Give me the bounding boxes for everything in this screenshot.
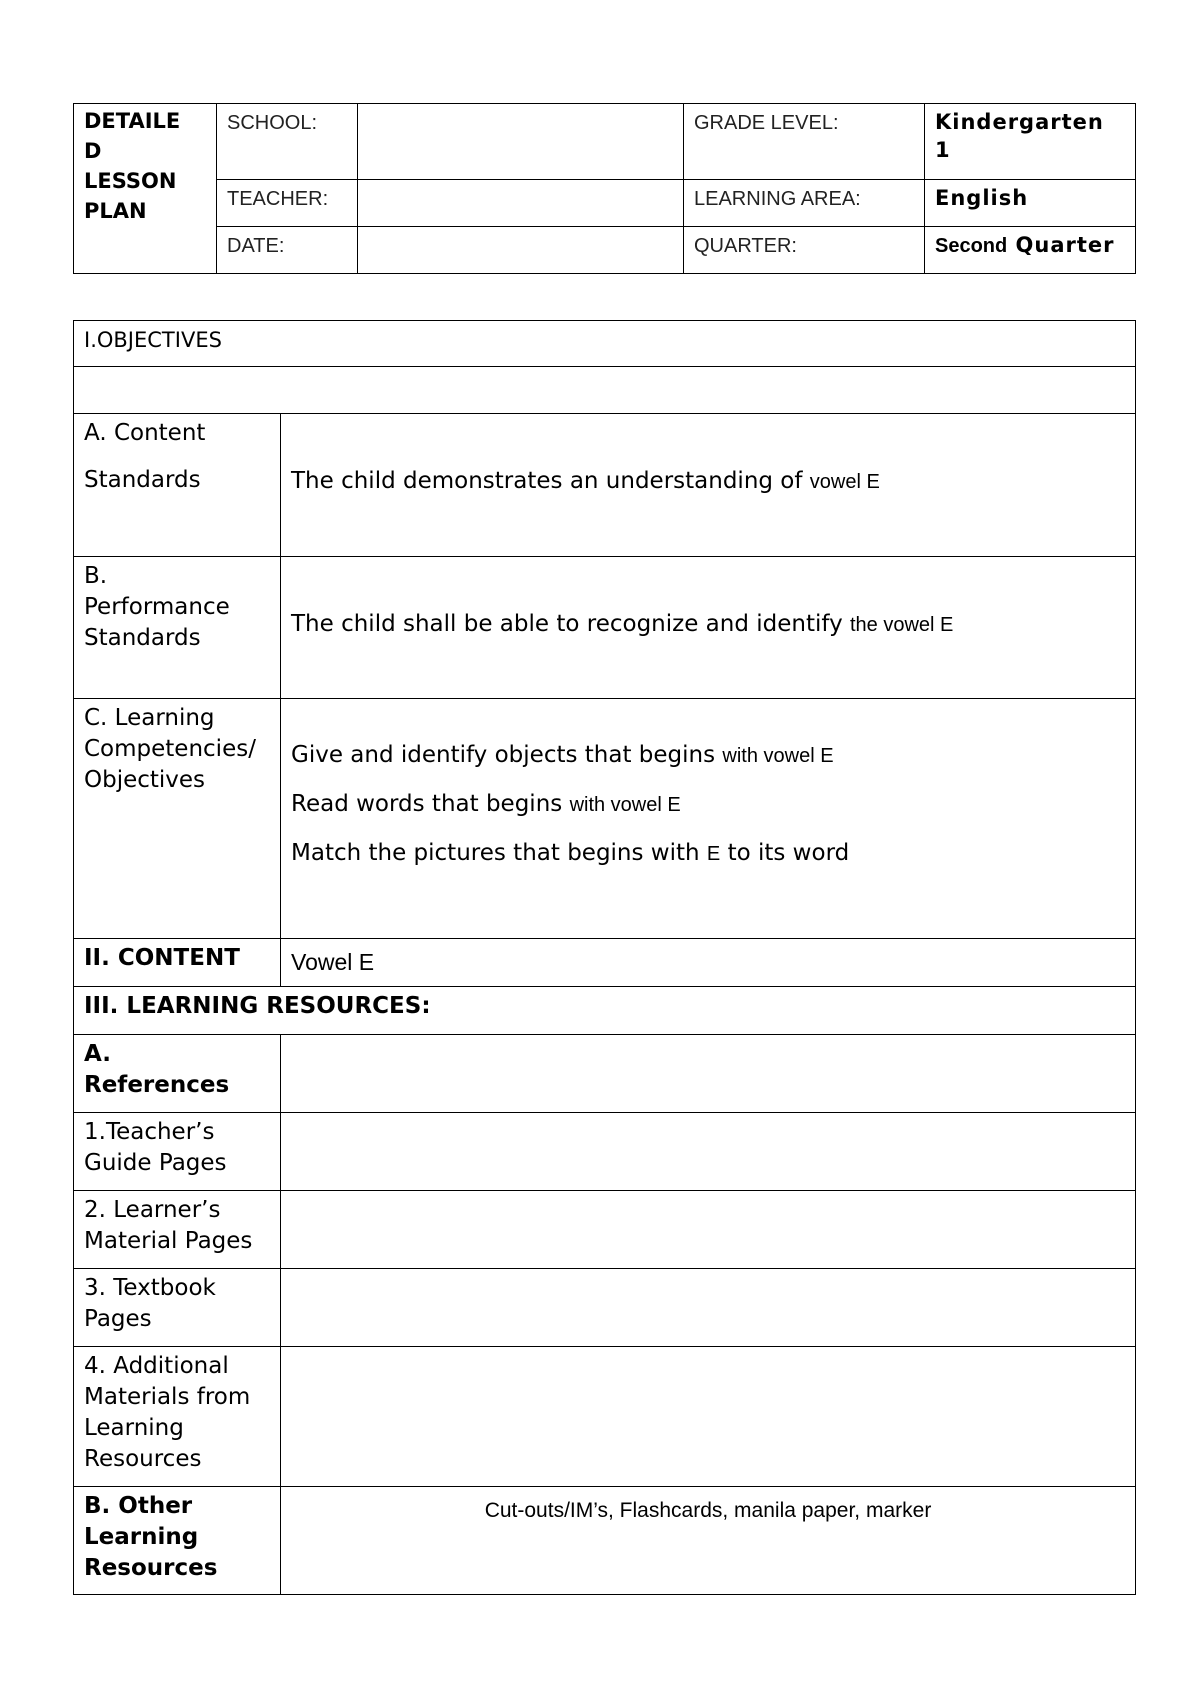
competencies-label-line-3: Objectives <box>84 767 206 793</box>
performance-standards-main: The child shall be able to recognize and identify <box>291 611 850 637</box>
grade-level-label: GRADE LEVEL: <box>684 104 925 180</box>
additional-materials-label-line-1: 4. Additional <box>84 1353 229 1379</box>
title-line-3: LESSON <box>84 169 177 193</box>
performance-standards-text <box>281 557 1136 699</box>
competencies-list <box>281 699 1136 939</box>
competency-item-1-main: Give and identify objects that begins <box>291 742 723 768</box>
content-label: II. CONTENT <box>74 939 281 987</box>
grade-value-line-1: Kindergarten <box>935 110 1104 134</box>
performance-standards-label-line-3: Standards <box>84 625 201 651</box>
teachers-guide-label-line-2: Guide Pages <box>84 1150 227 1176</box>
competency-item-3-small: E <box>706 843 721 865</box>
competencies-label-line-2: Competencies/ <box>84 736 256 762</box>
textbook-label-line-2: Pages <box>84 1306 152 1332</box>
objectives-blank-row <box>74 367 1136 414</box>
title-line-4: PLAN <box>84 199 147 223</box>
additional-materials-value[interactable] <box>281 1347 1136 1487</box>
content-standards-label-line-1: A. Content <box>84 420 206 446</box>
competency-item-2-small: with vowel E <box>569 794 681 816</box>
additional-materials-label-line-4: Resources <box>84 1446 202 1472</box>
title-line-1: DETAILE <box>84 109 181 133</box>
grade-value-line-2: 1 <box>935 138 951 162</box>
content-standards-text <box>281 414 1136 557</box>
title-line-2: D <box>84 139 102 163</box>
lesson-plan-table <box>73 320 1136 1595</box>
school-value[interactable] <box>358 104 684 180</box>
learners-material-label-line-1: 2. Learner’s <box>84 1197 221 1223</box>
content-standards-main: The child demonstrates an understanding of <box>291 468 810 494</box>
quarter-value-b: Quarter <box>1007 233 1115 257</box>
additional-materials-label-line-2: Materials from <box>84 1384 251 1410</box>
competencies-label-line-1: C. Learning <box>84 705 215 731</box>
learners-material-value[interactable] <box>281 1191 1136 1269</box>
other-resources-label-line-3: Resources <box>84 1555 218 1581</box>
performance-standards-label-line-2: Performance <box>84 594 230 620</box>
other-resources-label-line-1: B. Other <box>84 1493 193 1519</box>
other-resources-label-line-2: Learning <box>84 1524 199 1550</box>
textbook-label <box>74 1269 281 1347</box>
learners-material-label <box>74 1191 281 1269</box>
performance-standards-small: the vowel E <box>850 614 954 636</box>
competencies-label <box>74 699 281 939</box>
content-standards-small: vowel E <box>809 471 880 493</box>
lesson-plan-title <box>74 104 217 274</box>
header-table <box>73 103 1136 274</box>
other-resources-value: Cut-outs/IM’s, Flashcards, manila paper, marker <box>281 1487 1136 1595</box>
teachers-guide-value[interactable] <box>281 1113 1136 1191</box>
competency-item-3-main-a: Match the pictures that begins with <box>291 840 707 866</box>
performance-standards-label-line-1: B. <box>84 563 108 589</box>
competency-item-3-main-b: to its word <box>720 840 850 866</box>
additional-materials-label <box>74 1347 281 1487</box>
references-value[interactable] <box>281 1035 1136 1113</box>
date-value[interactable] <box>358 227 684 274</box>
competency-item-2 <box>291 789 1125 821</box>
date-label: DATE: <box>217 227 358 274</box>
additional-materials-label-line-3: Learning <box>84 1415 184 1441</box>
references-label-line-2: References <box>84 1072 230 1098</box>
grade-level-value <box>925 104 1136 180</box>
content-standards-label-line-2: Standards <box>84 467 201 493</box>
quarter-value-a: Second <box>935 235 1008 257</box>
references-label <box>74 1035 281 1113</box>
teachers-guide-label <box>74 1113 281 1191</box>
content-value: Vowel E <box>281 939 1136 987</box>
learners-material-label-line-2: Material Pages <box>84 1228 253 1254</box>
learning-area-label: LEARNING AREA: <box>684 180 925 227</box>
learning-area-value: English <box>925 180 1136 227</box>
textbook-label-line-1: 3. Textbook <box>84 1275 216 1301</box>
competency-item-1 <box>291 740 1125 772</box>
competency-item-3 <box>291 838 1125 870</box>
competency-item-1-small: with vowel E <box>722 745 834 767</box>
teacher-value[interactable] <box>358 180 684 227</box>
teacher-label: TEACHER: <box>217 180 358 227</box>
quarter-label: QUARTER: <box>684 227 925 274</box>
textbook-value[interactable] <box>281 1269 1136 1347</box>
objectives-title: I.OBJECTIVES <box>74 321 1136 367</box>
competency-item-2-main: Read words that begins <box>291 791 570 817</box>
teachers-guide-label-line-1: 1.Teacher’s <box>84 1119 215 1145</box>
school-label: SCHOOL: <box>217 104 358 180</box>
learning-resources-title: III. LEARNING RESOURCES: <box>74 987 1136 1035</box>
other-resources-label <box>74 1487 281 1595</box>
content-standards-label <box>74 414 281 557</box>
quarter-value <box>925 227 1136 274</box>
references-label-line-1: A. <box>84 1041 111 1067</box>
performance-standards-label <box>74 557 281 699</box>
